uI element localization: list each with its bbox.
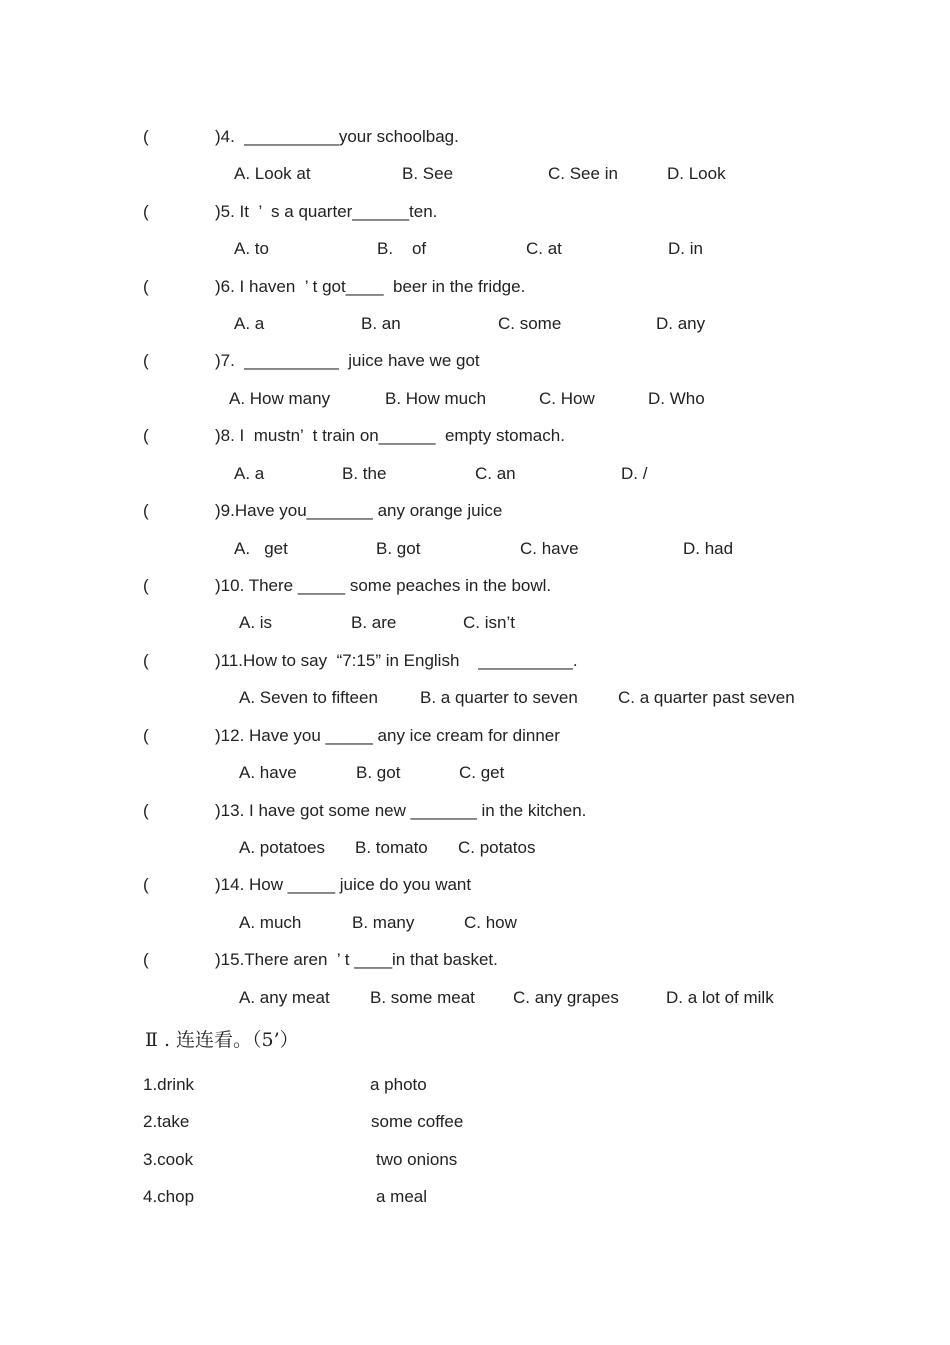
option: B. the <box>342 464 387 483</box>
option: A. Look at <box>234 164 311 183</box>
answer-paren: ( <box>143 277 149 296</box>
option: D. / <box>621 464 648 483</box>
option: D. any <box>656 314 706 333</box>
option: B. are <box>351 613 397 632</box>
answer-paren: ( <box>143 801 149 820</box>
match-left-item: 4.chop <box>143 1187 195 1206</box>
answer-paren: ( <box>143 726 149 745</box>
match-left-item: 2.take <box>143 1112 190 1131</box>
option: D. had <box>683 539 734 558</box>
option: C. an <box>475 464 516 483</box>
match-right-item: a meal <box>376 1187 428 1206</box>
question-stem: )4. __________your schoolbag. <box>215 127 459 146</box>
option: C. potatos <box>458 838 536 857</box>
question-stem: )9.Have you_______ any orange juice <box>215 501 503 520</box>
option: A. Seven to fifteen <box>239 688 378 707</box>
option: C. some <box>498 314 562 333</box>
answer-paren: ( <box>143 202 149 221</box>
question-stem: )12. Have you _____ any ice cream for dinner <box>215 726 560 745</box>
option: C. See in <box>548 164 618 183</box>
option: A. get <box>234 539 288 558</box>
question-stem: )6. I haven ’ t got____ beer in the fridge. <box>215 277 526 296</box>
answer-paren: ( <box>143 127 149 146</box>
question-stem: )13. I have got some new _______ in the kitchen. <box>215 801 587 820</box>
option: B. got <box>356 763 401 782</box>
option: A. much <box>239 913 302 932</box>
option: C. isn’t <box>463 613 515 632</box>
option: A. a <box>234 464 265 483</box>
option: B. an <box>361 314 401 333</box>
question-stem: )15.There aren ’ t ____in that basket. <box>215 950 498 969</box>
match-right-item: some coffee <box>371 1112 464 1131</box>
match-right-item: a photo <box>370 1075 427 1094</box>
option: D. a lot of milk <box>666 988 774 1007</box>
section-title: Ⅱ . 连连看。（5’） <box>145 1029 299 1051</box>
option: C. a quarter past seven <box>618 688 795 707</box>
question-stem: )11.How to say “7:15” in English __________. <box>215 651 578 670</box>
match-right-item: two onions <box>376 1150 458 1169</box>
option: B. got <box>376 539 421 558</box>
answer-paren: ( <box>143 351 149 370</box>
answer-paren: ( <box>143 651 149 670</box>
option: D. Look <box>667 164 726 183</box>
option: C. have <box>520 539 579 558</box>
option: D. Who <box>648 389 705 408</box>
option: D. in <box>668 239 703 258</box>
answer-paren: ( <box>143 576 149 595</box>
option: A. How many <box>229 389 331 408</box>
option: B. How much <box>385 389 487 408</box>
answer-paren: ( <box>143 950 149 969</box>
option: A. any meat <box>239 988 330 1007</box>
option: B. some meat <box>370 988 475 1007</box>
question-stem: )14. How _____ juice do you want <box>215 875 472 894</box>
option: B. tomato <box>355 838 428 857</box>
option: C. at <box>526 239 562 258</box>
option: C. how <box>464 913 517 932</box>
option: B. See <box>402 164 454 183</box>
option: C. get <box>459 763 505 782</box>
question-stem: )8. I mustn’ t train on______ empty stomach. <box>215 426 565 445</box>
option: B. many <box>352 913 415 932</box>
option: C. How <box>539 389 595 408</box>
option: A. a <box>234 314 265 333</box>
option: C. any grapes <box>513 988 619 1007</box>
option: B. a quarter to seven <box>420 688 578 707</box>
question-stem: )10. There _____ some peaches in the bowl. <box>215 576 552 595</box>
option: B. of <box>377 239 427 258</box>
answer-paren: ( <box>143 426 149 445</box>
question-stem: )5. It ’ s a quarter______ten. <box>215 202 438 221</box>
option: A. potatoes <box>239 838 326 857</box>
match-left-item: 1.drink <box>143 1075 195 1094</box>
answer-paren: ( <box>143 501 149 520</box>
option: A. is <box>239 613 273 632</box>
answer-paren: ( <box>143 875 149 894</box>
option: A. have <box>239 763 297 782</box>
match-left-item: 3.cook <box>143 1150 194 1169</box>
option: A. to <box>234 239 269 258</box>
question-stem: )7. __________ juice have we got <box>215 351 480 370</box>
